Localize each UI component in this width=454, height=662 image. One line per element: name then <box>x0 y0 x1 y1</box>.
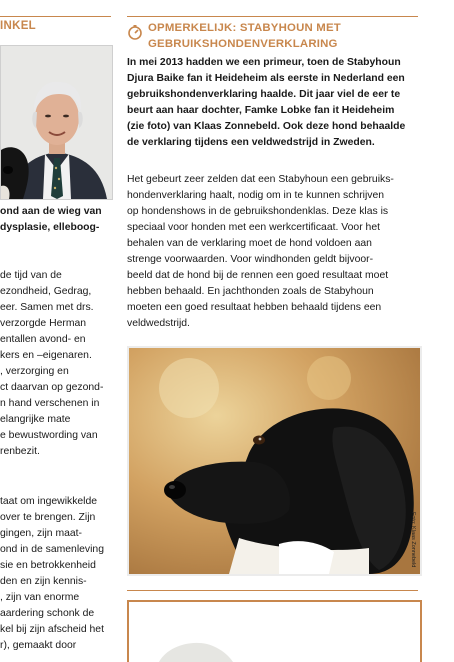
left-paragraph-line: gingen, zijn maat- <box>0 528 83 539</box>
article-title-line-1: OPMERKELIJK: STABYHOUN MET <box>148 22 341 34</box>
left-paragraph-line: , verzorging en <box>0 366 69 377</box>
body-line: moeten een goed resultaat hebben behaald tijdens een <box>127 302 382 313</box>
left-paragraph-line: de tijd van de <box>0 270 62 281</box>
left-paragraph-line: ct daarvan op gezond- <box>0 382 104 393</box>
left-paragraph-line: renbezit. <box>0 446 40 457</box>
caption-line-2: dysplasie, elleboog- <box>0 222 100 233</box>
left-paragraph-line: ezondheid, Gedrag, <box>0 286 92 297</box>
body-line: behalen van de verklaring moet de hond voldoen aan <box>127 238 372 249</box>
bottom-section-rule <box>127 590 418 591</box>
left-paragraph-line: kers en –eigenaren. <box>0 350 92 361</box>
article-title-line-2: GEBRUIKSHONDENVERKLARING <box>148 38 338 50</box>
left-paragraph-line: den en zijn kennis- <box>0 576 87 587</box>
intro-line: gebruikshondenverklaring haalde. Dit jaar viel de eer te <box>127 89 401 100</box>
body-line: Het gebeurt zeer zelden dat een Stabyhoun een gebruiks- <box>127 174 394 185</box>
body-line: hebben behaald. En jachthonden zoals de Stabyhoun <box>127 286 374 297</box>
article-body <box>127 172 427 332</box>
left-paragraph-line: over te brengen. Zijn <box>0 512 96 523</box>
left-top-rule <box>0 16 111 17</box>
left-paragraph-line: , zijn van enorme <box>0 592 80 603</box>
article-intro <box>127 55 427 151</box>
left-paragraph-line: n hand verschenen in <box>0 398 100 409</box>
body-line: strenge voorwaarden. Voor windhonden geldt bijvoor- <box>127 254 374 265</box>
left-paragraph-line: eer. Samen met drs. <box>0 302 94 313</box>
left-paragraph-line: verzorgde Herman <box>0 318 87 329</box>
right-top-rule <box>127 16 418 17</box>
intro-line: In mei 2013 hadden we een primeur, toen de Stabyhoun <box>127 57 401 68</box>
body-line: veldwedstrijd. <box>127 318 190 329</box>
left-paragraph-line: e bewustwording van <box>0 430 98 441</box>
left-paragraph-line: r), gemaakt door <box>0 640 77 651</box>
next-article-photo-frame <box>127 600 422 662</box>
body-line: beeld dat de hond bij de rennen een goed resultaat moet <box>127 270 389 281</box>
intro-line: Djura Baike fan it Heideheim als eerste in Nederland een <box>127 73 405 84</box>
photo-credit: Foto: Klaas Zonnebeld <box>410 512 416 568</box>
left-paragraph-line: ond in de samenleving <box>0 544 104 555</box>
body-line: speciaal voor honden met een werkcertificaat. Voor het <box>127 222 380 233</box>
left-paragraph-line: kel bij zijn afscheid het <box>0 624 104 635</box>
caption-line-1: ond aan de wieg van <box>0 206 102 217</box>
left-section-heading: INKEL <box>0 20 36 32</box>
intro-line: beurt aan haar dochter, Famke Lobke fan it Heideheim <box>127 105 395 116</box>
intro-line: de verklaring tijdens een veldwedstrijd in Zweden. <box>127 137 375 148</box>
portrait-photo <box>0 45 113 200</box>
stopwatch-icon <box>127 24 143 40</box>
left-paragraph-line: aardering schonk de <box>0 608 95 619</box>
left-paragraph-line: sie en betrokkenheid <box>0 560 96 571</box>
left-paragraph-line: taat om ingewikkelde <box>0 496 98 507</box>
left-paragraph-line: entallen avond- en <box>0 334 86 345</box>
body-line: hondenverklaring haalt, nodig om in te kunnen schrijven <box>127 190 385 201</box>
left-paragraph-line: elangrijke mate <box>0 414 71 425</box>
intro-line: (zie foto) van Klaas Zonnebeld. Ook deze hond behaalde <box>127 121 406 132</box>
body-line: op hondenshows in de gebruikshondenklas. Deze klas is <box>127 206 389 217</box>
stabyhoun-photo <box>127 346 422 576</box>
article-title <box>148 20 341 52</box>
